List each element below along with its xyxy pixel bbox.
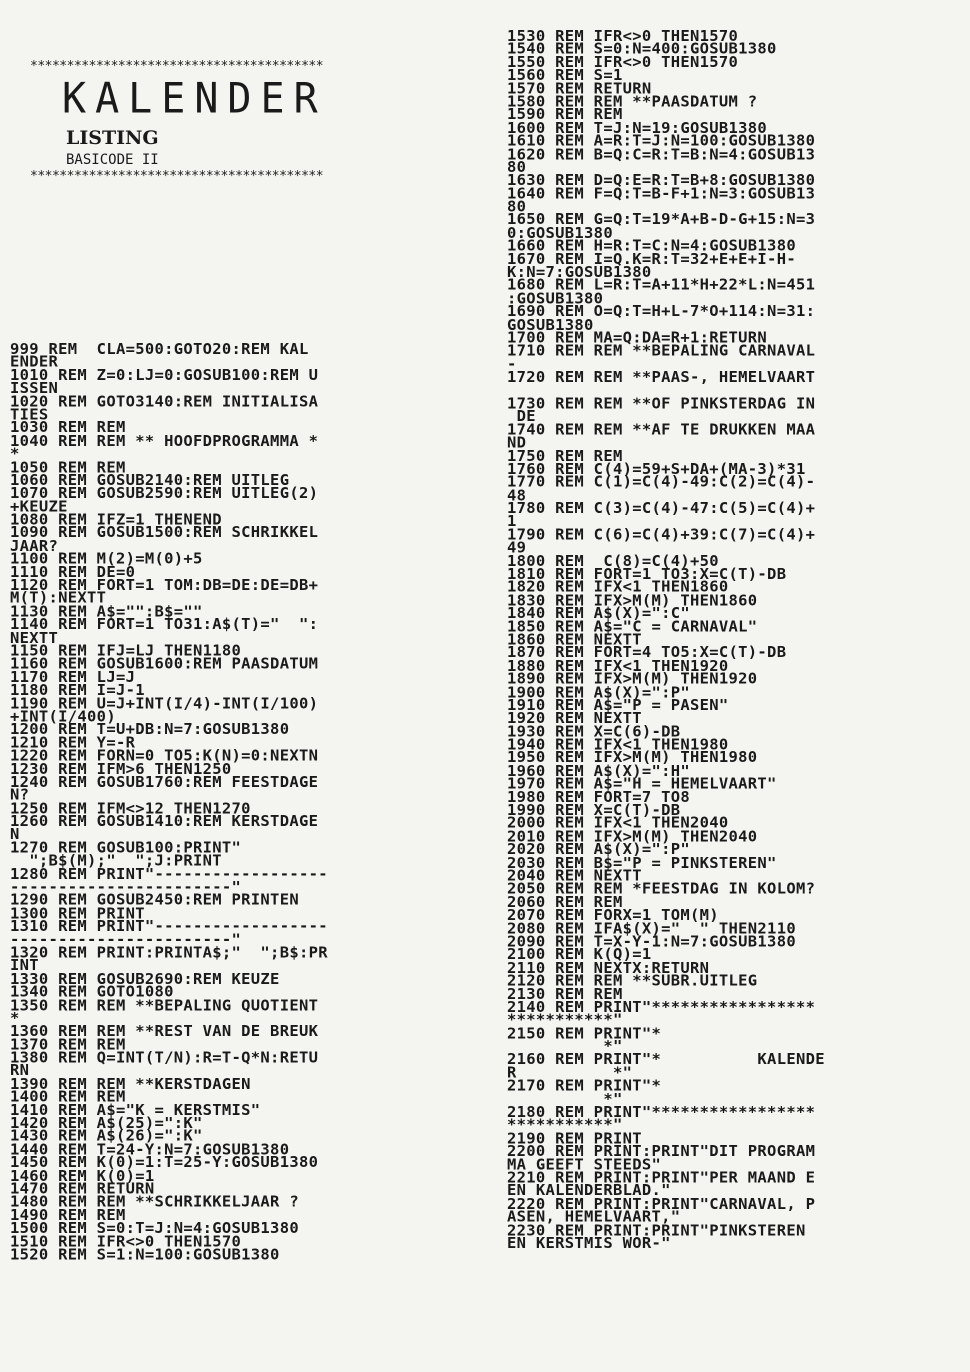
code-line: 1060 REM GOSUB2140:REM UITLEG (10, 471, 290, 489)
code-line: 2100 REM K(Q)=1 (507, 945, 652, 964)
code-line: 1830 REM IFX>M(M) THEN1860 (507, 591, 758, 609)
code-line: 2180 REM PRINT"***************** (507, 1103, 816, 1121)
code-line: 1640 REM F=Q:T=B-F+1:N=3:GOSUB13 (507, 184, 816, 203)
code-line: M(T):NEXTT (10, 589, 107, 608)
code-line: 1100 REM M(2)=M(0)+5 (10, 550, 203, 568)
code-line: 1620 REM B=Q:C=R:T=B:N=4:GOSUB13 (507, 145, 816, 163)
code-line: 1390 REM REM **KERSTDAGEN (10, 1074, 251, 1093)
code-line: 1350 REM REM **BEPALING QUOTIENT (10, 996, 319, 1014)
code-line: 1240 REM GOSUB1760:REM FEESTDAGE (10, 773, 319, 791)
code-line: - (507, 355, 517, 373)
code-line: 1220 REM FORN=0 TO5:K(N)=0:NEXTN (10, 746, 319, 765)
code-line: MA GEEFT STEEDS" (507, 1155, 662, 1174)
code-line: 1990 REM X=C(T)-DB (507, 801, 681, 819)
code-line: 1740 REM REM **AF TE DRUKKEN MAA (507, 420, 816, 439)
code-line: 2090 REM T=X-Y-1:N=7:GOSUB1380 (507, 932, 796, 951)
code-line: -----------------------" (10, 878, 242, 896)
code-line: 2040 REM NEXTT (507, 866, 642, 885)
code-line: 1910 REM A$="P = PASEN" (507, 696, 729, 714)
code-line: 1320 REM PRINT:PRINTA$;" ";B$:PR (10, 943, 328, 962)
code-line: 2070 REM FORX=1 TOM(M) (507, 906, 719, 924)
code-line: 1510 REM IFR<>0 THEN1570 (10, 1232, 242, 1251)
code-line: ASEN, HEMELVAART," (507, 1208, 681, 1226)
code-line: 1810 REM FORT=1 TO3:X=C(T)-DB (507, 565, 787, 583)
code-line: 2210 REM PRINT:PRINT"PER MAAND E (507, 1168, 816, 1187)
code-line: N? (10, 786, 30, 804)
code-line: 1370 REM REM (10, 1035, 126, 1054)
code-line: 1670 REM I=Q.K=R:T=32+E+E+I-H- (507, 250, 796, 268)
code-line: 1550 REM IFR<>0 THEN1570 (507, 53, 739, 71)
code-line: 1880 REM IFX<1 THEN1920 (507, 656, 729, 675)
code-line: 1150 REM IFJ=LJ THEN1180 (10, 641, 242, 660)
code-line: 1610 REM A=R:T=J:N=100:GOSUB1380 (507, 132, 816, 150)
code-line: ";B$(M);" ";J:PRINT (10, 851, 222, 870)
code-line: 2050 REM REM *FEESTDAG IN KOLOM? (507, 880, 816, 898)
code-line: 1410 REM A$="K = KERSTMIS" (10, 1101, 261, 1119)
code-line: 1890 REM IFX>M(M) THEN1920 (507, 670, 758, 688)
code-line: 1780 REM C(3)=C(4)-47:C(5)=C(4)+ (507, 499, 816, 518)
code-line: 1860 REM NEXTT (507, 630, 642, 649)
code-line: *" (507, 1090, 623, 1108)
code-line: ***********" (507, 1116, 623, 1134)
code-line: 1720 REM REM **PAAS-, HEMELVAART (507, 368, 816, 386)
code-line: 1020 REM GOTO3140:REM INITIALISA (10, 392, 319, 411)
code-line: 1540 REM S=0:N=400:GOSUB1380 (507, 40, 777, 58)
code-line: 1570 REM RETURN (507, 79, 652, 98)
code-line: 1470 REM RETURN (10, 1179, 155, 1198)
code-line: 1450 REM K(0)=1:T=25-Y:GOSUB1380 (10, 1153, 319, 1172)
code-line: * (10, 1009, 20, 1027)
code-line: 1690 REM O=Q:T=H+L-7*O+114:N=31: (507, 302, 816, 321)
code-line: 1200 REM T=U+DB:N=7:GOSUB1380 (10, 720, 290, 739)
code-line: 1290 REM GOSUB2450:REM PRINTEN (10, 891, 299, 909)
code-line: 1480 REM REM **SCHRIKKELJAAR ? (10, 1193, 299, 1211)
code-line: DE (507, 407, 536, 426)
code-line: 2110 REM NEXTX:RETURN (507, 958, 710, 977)
code-line: 2190 REM PRINT (507, 1129, 642, 1148)
code-line: 2010 REM IFX>M(M) THEN2040 (507, 827, 758, 846)
code-line: 1730 REM REM **OF PINKSTERDAG IN (507, 394, 816, 413)
code-line: -----------------------" (10, 930, 242, 949)
code-line: 80 (507, 197, 527, 216)
code-line: 1090 REM GOSUB1500:REM SCHRIKKEL (10, 523, 319, 542)
code-line: *" (507, 1037, 623, 1056)
code-line: 1010 REM Z=0:LJ=0:GOSUB100:REM U (10, 366, 319, 384)
code-line: 2120 REM REM **SUBR.UITLEG (507, 971, 758, 990)
listing-right-column (507, 27, 959, 1252)
code-line: 1080 REM IFZ=1 THENEND (10, 510, 222, 529)
code-line: 1820 REM IFX<1 THEN1860 (507, 578, 729, 596)
code-line: 1950 REM IFX>M(M) THEN1980 (507, 748, 758, 767)
code-line: 1130 REM A$="":B$="" (10, 602, 203, 621)
code-line: 1190 REM U=J+INT(I/4)-INT(I/100) (10, 694, 319, 713)
code-line: 1070 REM GOSUB2590:REM UITLEG(2) (10, 484, 319, 503)
code-line: GOSUB1380 (507, 315, 594, 334)
code-line: EN KERSTMIS WOR-" (507, 1234, 671, 1252)
code-line: 1500 REM S=0:T=J:N=4:GOSUB1380 (10, 1219, 299, 1237)
code-line: 1800 REM C(8)=C(4)+50 (507, 551, 719, 570)
code-line: 2060 REM REM (507, 893, 623, 911)
code-line: NEXTT (10, 628, 59, 647)
listing-left-column (10, 340, 462, 1264)
code-line: 2220 REM PRINT:PRINT"CARNAVAL, P (507, 1194, 816, 1213)
code-line: 1900 REM A$(X)=":P" (507, 683, 691, 701)
code-line: 1600 REM T=J:N=19:GOSUB1380 (507, 118, 768, 137)
code-line: * (10, 445, 20, 463)
code-line: 2080 REM IFA$(X)=" " THEN2110 (507, 919, 796, 938)
code-line: 2230 REM PRINT:PRINT"PINKSTEREN (507, 1221, 806, 1239)
code-line: R *" (507, 1063, 633, 1082)
code-line: 1050 REM REM (10, 458, 126, 476)
code-line: 999 REM CLA=500:GOTO20:REM KAL (10, 340, 309, 358)
code-line: 1270 REM GOSUB100:PRINT" (10, 838, 242, 857)
code-line: JAAR? (10, 536, 59, 555)
code-line: 1630 REM D=Q:E=R:T=B+8:GOSUB1380 (507, 171, 816, 190)
code-line: ***********" (507, 1011, 623, 1029)
code-line: 1930 REM X=C(6)-DB (507, 722, 681, 741)
code-line: 1 (507, 512, 517, 531)
code-line: :GOSUB1380 (507, 289, 604, 308)
code-line: ISSEN (10, 379, 59, 398)
code-line: 1380 REM Q=INT(T/N):R=T-Q*N:RETU (10, 1048, 319, 1067)
page-title: KALENDER (62, 74, 327, 124)
code-line: 2140 REM PRINT"***************** (507, 998, 816, 1016)
code-line: 1700 REM MA=Q:DA=R+1:RETURN (507, 328, 768, 347)
code-line: +INT(I/400) (10, 707, 116, 726)
code-line: 48 (507, 486, 527, 504)
code-line: 1340 REM GOTO1080 (10, 983, 174, 1001)
code-line: 1760 REM C(4)=59+S+DA+(MA-3)*31 (507, 460, 806, 478)
code-line: RN (10, 1061, 30, 1080)
stars-top: **************************************** (30, 60, 324, 74)
code-line: K:N=7:GOSUB1380 (507, 263, 652, 281)
code-line: 1110 REM DE=0 (10, 563, 136, 581)
code-line: 1980 REM FORT=7 TO8 (507, 788, 691, 806)
code-line: 1870 REM FORT=4 TO5:X=C(T)-DB (507, 643, 787, 662)
code-line: 2160 REM PRINT"* KALENDE (507, 1050, 825, 1069)
code-line: TIES (10, 405, 49, 424)
basicode-label: BASICODE II (66, 152, 159, 168)
code-line: ND (507, 433, 527, 452)
code-line: 49 (507, 538, 527, 557)
code-line: ENDER (10, 353, 59, 371)
code-line: 2020 REM A$(X)=":P" (507, 840, 691, 859)
code-line: +KEUZE (10, 497, 68, 516)
code-line: 1940 REM IFX<1 THEN1980 (507, 735, 729, 754)
stars-bottom: **************************************** (30, 170, 324, 184)
code-line: 1360 REM REM **REST VAN DE BREUK (10, 1022, 319, 1041)
code-line: 1260 REM GOSUB1410:REM KERSTDAGE (10, 812, 319, 831)
code-line: 1560 REM S=1 (507, 66, 623, 85)
code-line: 1490 REM REM (10, 1206, 126, 1224)
code-line: 1440 REM T=24-Y:N=7:GOSUB1380 (10, 1140, 290, 1159)
code-line: 1680 REM L=R:T=A+11*H+22*L:N=451 (507, 276, 816, 295)
code-line: 2030 REM B$="P = PINKSTEREN" (507, 853, 777, 872)
listing-label: LISTING (66, 127, 159, 149)
code-line: 0:GOSUB1380 (507, 223, 613, 242)
code-line: 1590 REM REM (507, 105, 623, 124)
code-line: 1030 REM REM (10, 418, 126, 437)
code-line: 1140 REM FORT=1 TO31:A$(T)=" ": (10, 615, 319, 634)
code-line: 2130 REM REM (507, 985, 623, 1003)
code-line: 1310 REM PRINT"------------------ (10, 917, 328, 936)
code-line: 1520 REM S=1:N=100:GOSUB1380 (10, 1245, 280, 1264)
code-line: 1850 REM A$="C = CARNAVAL" (507, 617, 758, 636)
code-line: 1250 REM IFM<>12 THEN1270 (10, 799, 251, 817)
code-line: EN KALENDERBLAD." (507, 1181, 671, 1200)
code-line: 1180 REM I=J-1 (10, 681, 145, 699)
code-line: 1170 REM LJ=J (10, 668, 136, 686)
code-line: N (10, 825, 20, 844)
code-line: 1580 REM REM **PAASDATUM ? (507, 92, 758, 111)
code-line: 1330 REM GOSUB2690:REM KEUZE (10, 969, 280, 988)
code-line: 1970 REM A$="H = HEMELVAART" (507, 775, 777, 793)
code-line: 1300 REM PRINT (10, 904, 145, 922)
code-line: 1960 REM A$(X)=":H" (507, 761, 691, 780)
code-line: 1400 REM REM (10, 1088, 126, 1106)
code-line: 1280 REM PRINT"------------------ (10, 864, 328, 883)
code-line: 1040 REM REM ** HOOFDPROGRAMMA * (10, 431, 319, 450)
code-line: 1120 REM FORT=1 TOM:DB=DE:DE=DB+ (10, 576, 319, 594)
code-line: 1920 REM NEXTT (507, 709, 642, 728)
code-line: 1430 REM A$(26)=":K" (10, 1127, 203, 1146)
code-line: 1650 REM G=Q:T=19*A+B-D-G+15:N=3 (507, 210, 816, 229)
code-line: 2150 REM PRINT"* (507, 1024, 662, 1043)
code-line: 2000 REM IFX<1 THEN2040 (507, 814, 729, 833)
code-line: 2200 REM PRINT:PRINT"DIT PROGRAM (507, 1142, 816, 1161)
code-line: 1750 REM REM (507, 446, 623, 465)
code-line: 80 (507, 158, 527, 176)
code-line: 1770 REM C(1)=C(4)-49:C(2)=C(4)- (507, 473, 816, 491)
code-line: 1530 REM IFR<>0 THEN1570 (507, 27, 739, 45)
code-line: 1790 REM C(6)=C(4)+39:C(7)=C(4)+ (507, 525, 816, 544)
code-line: 1710 REM REM **BEPALING CARNAVAL (507, 342, 816, 360)
code-line: 1460 REM K(0)=1 (10, 1166, 155, 1185)
code-line: 1420 REM A$(25)=":K" (10, 1114, 203, 1132)
code-line: 1230 REM IFM>6 THEN1250 (10, 759, 232, 778)
code-line: 1160 REM GOSUB1600:REM PAASDATUM (10, 655, 319, 673)
code-line: 1210 REM Y=-R (10, 733, 136, 752)
code-line: 2170 REM PRINT"* (507, 1076, 662, 1095)
code-line: 1660 REM H=R:T=C:N=4:GOSUB1380 (507, 237, 796, 255)
code-line: INT (10, 956, 39, 975)
code-line: 1840 REM A$(X)=":C" (507, 604, 691, 623)
